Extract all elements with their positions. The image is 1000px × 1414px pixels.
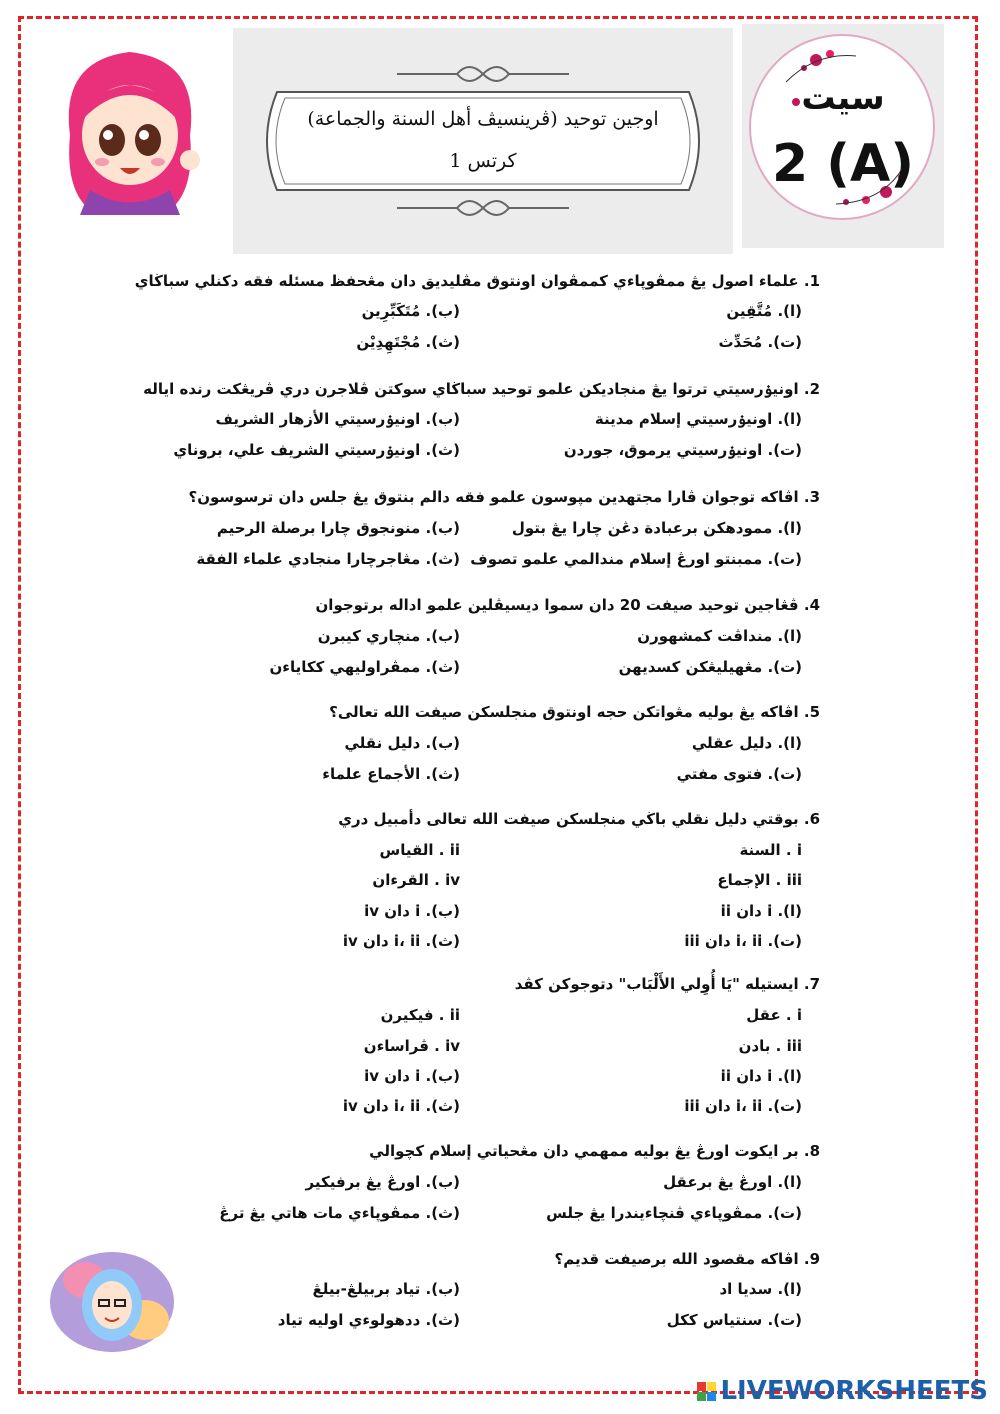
worksheet-subtitle: كرتس 1 xyxy=(449,150,517,172)
question-number: 9. xyxy=(803,1250,820,1268)
question-6-option[interactable]: (ب). i دان iv xyxy=(364,902,460,920)
question-text: ايستيله "يَا أُوِلي الأَلْبَاب" دتوجوكن كڤد xyxy=(514,975,799,993)
question-7-option[interactable]: i . عقل xyxy=(746,1006,802,1024)
logo-mark-icon xyxy=(697,1382,716,1401)
question-number: 1. xyxy=(803,272,820,290)
question-text: بر ايكوت اورڠ يڠ بوليه ممهمي دان مڠحياتي إسلام كچوالي xyxy=(369,1142,799,1160)
logo-text: LIVEWORKSHEETS xyxy=(720,1376,988,1406)
question-1-option[interactable]: (ث). مُجْتَهِدِيْن xyxy=(356,333,460,351)
question-4-option[interactable]: (ب). منچاري كيبرن xyxy=(317,627,460,645)
question-7-option[interactable]: ii . فيكيرن xyxy=(380,1006,460,1024)
question-number: 8. xyxy=(803,1142,820,1160)
decorative-frame xyxy=(247,52,719,230)
question-2-option[interactable]: (ث). اونيۏرسيتي الشريف علي، بروناي xyxy=(173,441,460,459)
question-4-option[interactable]: (ت). مڠهيليڠكن كسديهن xyxy=(618,658,802,676)
set-number: 2 (A) xyxy=(771,134,915,194)
teacher-avatar-icon xyxy=(45,1250,180,1355)
question-text: اڤاكه مقصود الله برصيفت قديم؟ xyxy=(554,1250,799,1268)
question-number: 5. xyxy=(803,703,820,721)
question-6-option[interactable]: (ث). i، ii دان iv xyxy=(342,932,460,950)
question-8 xyxy=(369,1142,820,1160)
question-7-option[interactable]: iv . ڤراساءن xyxy=(363,1037,460,1055)
question-6-option[interactable]: ii . القياس xyxy=(379,841,460,859)
question-number: 4. xyxy=(803,596,820,614)
question-7-option[interactable]: (ا). i دان ii xyxy=(720,1067,802,1085)
question-8-option[interactable]: (ث). ممڤوڽاءي مات هاتي يڠ ترڠ xyxy=(219,1204,460,1222)
question-7 xyxy=(515,975,820,993)
question-6-option[interactable]: iii . الإجماع xyxy=(717,871,802,889)
question-3-option[interactable]: (ث). مڠاجرچارا منجادي علماء الفقة xyxy=(196,550,460,568)
question-2-option[interactable]: (ب). اونيۏرسيتي الأزهار الشريف xyxy=(215,410,460,428)
question-text: اڤاكه توجوان ڤارا مجتهدين مڽوسون علمو فقه دالم بنتوق يڠ جلس دان ترسوسون؟ xyxy=(188,488,799,506)
question-1-option[interactable]: (ت). مُحَدِّث xyxy=(718,333,802,351)
question-3-option[interactable]: (ت). ممبنتو اورڠ إسلام مندالمي علمو تصوف xyxy=(470,550,802,568)
question-4-option[interactable]: (ا). منداڤت كمشهورن xyxy=(637,627,802,645)
question-9 xyxy=(555,1250,820,1268)
question-2-option[interactable]: (ا). اونيۏرسيتي إسلام مدينة xyxy=(594,410,802,428)
question-6-option[interactable]: i . السنة xyxy=(739,841,802,859)
question-9-option[interactable]: (ت). سنتياس ككل xyxy=(666,1311,802,1329)
question-5-option[interactable]: (ب). دليل نقلي xyxy=(344,734,460,752)
question-9-option[interactable]: (ا). سديا اد xyxy=(719,1280,802,1298)
question-6-option[interactable]: (ا). i دان ii xyxy=(720,902,802,920)
question-number: 3. xyxy=(803,488,820,506)
question-5-option[interactable]: (ث). الأجماع علماء xyxy=(322,765,460,783)
question-6-option[interactable]: (ت). i، ii دان iii xyxy=(684,932,802,950)
question-8-option[interactable]: (ب). اورڠ يڠ برفيكير xyxy=(305,1173,460,1191)
question-text: اونيۏرسيتي ترتوا يڠ منجاديكن علمو توحيد سباڬاي سوكتن ڤلاجرن دري ڤريڠكت رنده اياله xyxy=(143,380,799,398)
question-text: علماء اصول يڠ ممڤوڽاءي كممڤوان اونتوق مڤليديق دان مڠحفظ مسئله فقه دكنلي سباڬاي xyxy=(134,272,799,290)
question-1-option[interactable]: (ا). مُتَّقِين xyxy=(726,302,802,320)
question-1 xyxy=(135,272,820,290)
question-7-option[interactable]: (ث). i، ii دان iv xyxy=(342,1097,460,1115)
question-number: 7. xyxy=(803,975,820,993)
question-9-option[interactable]: (ث). ددهولوءي اوليه تياد xyxy=(277,1311,460,1329)
question-3-option[interactable]: (ب). منونجوق چارا برصلة الرحيم xyxy=(216,519,460,537)
question-2-option[interactable]: (ت). اونيۏرسيتي يرموق، جوردن xyxy=(563,441,802,459)
liveworksheets-logo xyxy=(697,1376,988,1406)
question-5 xyxy=(329,703,820,721)
question-3 xyxy=(189,488,820,506)
question-4 xyxy=(316,596,821,614)
set-box xyxy=(742,24,944,248)
question-text: بوقتي دليل نقلي باڬي منجلسكن صيفت الله تعالى دأمبيل دري xyxy=(338,810,799,828)
question-5-option[interactable]: (ا). دليل عقلي xyxy=(691,734,802,752)
question-9-option[interactable]: (ب). تياد بربيلڠ-بيلڠ xyxy=(312,1280,460,1298)
question-7-option[interactable]: (ب). i دان iv xyxy=(364,1067,460,1085)
question-7-option[interactable]: iii . بادن xyxy=(738,1037,802,1055)
question-1-option[interactable]: (ب). مُتَكَبِّرِين xyxy=(361,302,460,320)
question-8-option[interactable]: (ت). ممڤوڽاءي ڤنچاءيندرا يڠ جلس xyxy=(546,1204,802,1222)
worksheet-title: اوجين توحيد (ڤرينسيڤ أهل السنة والجماعة) xyxy=(307,108,659,130)
title-box xyxy=(233,28,733,254)
question-2 xyxy=(143,380,820,398)
set-label: سيت xyxy=(801,78,885,118)
question-6 xyxy=(338,810,820,828)
question-8-option[interactable]: (ا). اورڠ يڠ برعقل xyxy=(663,1173,802,1191)
question-3-option[interactable]: (ا). ممودهكن برعبادة دڠن چارا يڠ بتول xyxy=(511,519,802,537)
question-number: 2. xyxy=(803,380,820,398)
question-5-option[interactable]: (ت). فتوى مفتي xyxy=(676,765,802,783)
question-number: 6. xyxy=(803,810,820,828)
question-6-option[interactable]: iv . القرءان xyxy=(372,871,460,889)
cartoon-girl-icon xyxy=(50,40,210,215)
question-text: ڤڠاجين توحيد صيفت 20 دان سموا ديسيڤلين علمو اداله برتوجوان xyxy=(315,596,799,614)
question-text: اڤاكه يڠ بوليه مڠواتكن حجه اونتوق منجلسكن صيفت الله تعالى؟ xyxy=(329,703,799,721)
question-4-option[interactable]: (ث). ممڤراوليهي ككاياءن xyxy=(269,658,460,676)
question-7-option[interactable]: (ت). i، ii دان iii xyxy=(684,1097,802,1115)
